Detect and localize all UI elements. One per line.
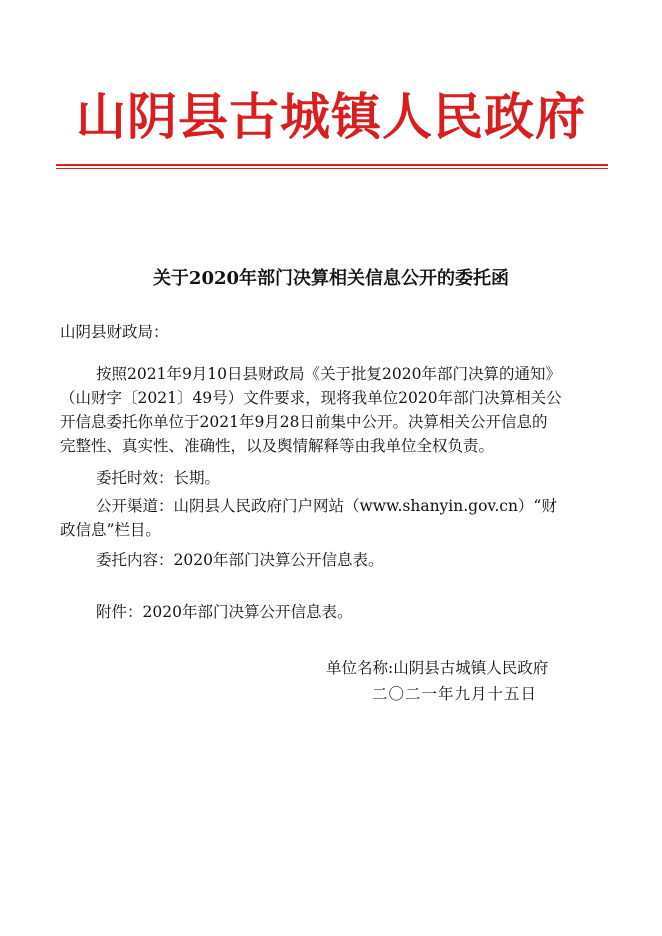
channel-paragraph [60, 494, 610, 542]
letterhead-rule-thick [56, 164, 608, 166]
content-line: 委托内容：2020年部门决算公开信息表。 [96, 551, 384, 569]
document-title: 关于2020年部门决算相关信息公开的委托函 [152, 268, 510, 289]
addressee: 山阴县财政局： [60, 323, 169, 341]
paragraph-line: 开信息委托你单位于2021年9月28日前集中公开。决算相关公开信息的 [60, 413, 548, 431]
paragraph-line: 完整性、真实性、准确性，以及舆情解释等由我单位全权负责。 [60, 437, 495, 455]
channel-line: 政信息”栏目。 [60, 521, 161, 539]
attachment-line: 附件：2020年部门决算公开信息表。 [96, 603, 353, 621]
letterhead-title: 山阴县古城镇人民政府 [76, 87, 586, 146]
signature-date: 二〇二一年九月十五日 [372, 685, 538, 703]
paragraph-line: 按照2021年9月10日县财政局《关于批复2020年部门决算的通知》 [96, 365, 561, 383]
channel-line: 公开渠道：山阴县人民政府门户网站（www.shanyin.gov.cn）“财 [96, 497, 557, 515]
unit-name: 单位名称:山阴县古城镇人民政府 [326, 659, 549, 677]
validity-line: 委托时效：长期。 [96, 469, 221, 487]
body-paragraph [60, 362, 610, 458]
paragraph-line: （山财字〔2021〕49号）文件要求，现将我单位2020年部门决算相关公 [60, 389, 562, 407]
letterhead-rule-thin [56, 168, 608, 169]
